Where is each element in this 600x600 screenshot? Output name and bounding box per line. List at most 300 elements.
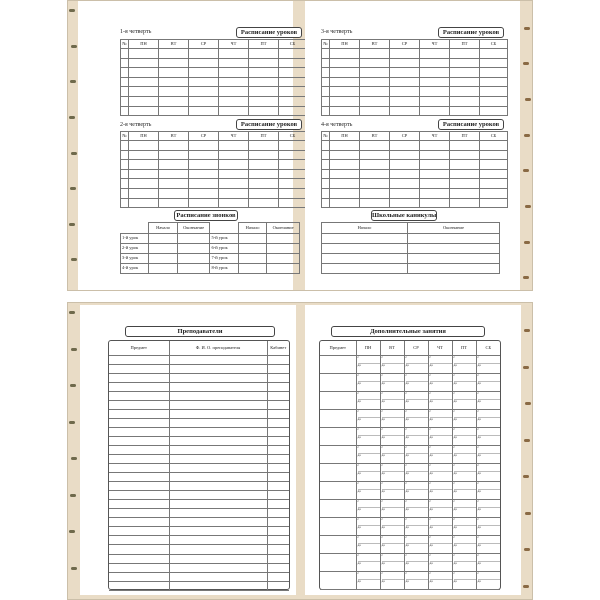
- schedule-cell[interactable]: [189, 198, 219, 208]
- activity-time-cell[interactable]: [404, 553, 428, 571]
- schedule-cell[interactable]: [390, 87, 420, 97]
- teacher-cell[interactable]: [109, 473, 169, 482]
- teacher-cell[interactable]: [267, 373, 289, 382]
- teacher-cell[interactable]: [169, 418, 267, 427]
- schedule-cell[interactable]: [480, 150, 508, 160]
- teacher-cell[interactable]: [267, 464, 289, 473]
- teacher-cell[interactable]: [109, 418, 169, 427]
- schedule-cell[interactable]: [330, 188, 360, 198]
- activity-time-cell[interactable]: [452, 355, 476, 373]
- activity-time-cell[interactable]: [356, 409, 380, 427]
- activity-subject-cell[interactable]: [320, 481, 356, 499]
- schedule-cell[interactable]: [219, 141, 249, 151]
- schedule-cell[interactable]: [121, 58, 129, 68]
- teacher-cell[interactable]: [109, 373, 169, 382]
- schedule-cell[interactable]: [279, 188, 307, 198]
- schedule-cell[interactable]: [121, 160, 129, 170]
- teacher-cell[interactable]: [109, 409, 169, 418]
- schedule-cell[interactable]: [390, 198, 420, 208]
- activity-time-cell[interactable]: [428, 535, 452, 553]
- schedule-cell[interactable]: [360, 68, 390, 78]
- schedule-cell[interactable]: [159, 188, 189, 198]
- schedule-cell[interactable]: [390, 68, 420, 78]
- schedule-cell[interactable]: [279, 169, 307, 179]
- bell-cell[interactable]: [149, 264, 177, 274]
- schedule-cell[interactable]: [450, 188, 480, 198]
- bell-cell[interactable]: [238, 244, 266, 254]
- holiday-cell[interactable]: [322, 254, 408, 264]
- schedule-cell[interactable]: [189, 96, 219, 106]
- schedule-cell[interactable]: [189, 150, 219, 160]
- schedule-cell[interactable]: [129, 106, 159, 116]
- activity-time-cell[interactable]: [452, 445, 476, 463]
- schedule-cell[interactable]: [322, 58, 330, 68]
- schedule-cell[interactable]: [322, 77, 330, 87]
- activity-time-cell[interactable]: [476, 409, 500, 427]
- schedule-cell[interactable]: [249, 77, 279, 87]
- schedule-cell[interactable]: [330, 58, 360, 68]
- teacher-cell[interactable]: [169, 427, 267, 436]
- activity-time-cell[interactable]: [452, 499, 476, 517]
- teacher-cell[interactable]: [169, 554, 267, 563]
- schedule-cell[interactable]: [219, 77, 249, 87]
- activity-subject-cell[interactable]: [320, 391, 356, 409]
- teacher-cell[interactable]: [267, 536, 289, 545]
- teacher-cell[interactable]: [169, 545, 267, 554]
- schedule-cell[interactable]: [390, 188, 420, 198]
- activity-time-cell[interactable]: [428, 409, 452, 427]
- activity-time-cell[interactable]: [428, 499, 452, 517]
- activity-time-cell[interactable]: [452, 373, 476, 391]
- schedule-cell[interactable]: [480, 198, 508, 208]
- activity-time-cell[interactable]: [380, 445, 404, 463]
- schedule-cell[interactable]: [480, 188, 508, 198]
- schedule-cell[interactable]: [420, 141, 450, 151]
- schedule-cell[interactable]: [322, 198, 330, 208]
- schedule-cell[interactable]: [189, 179, 219, 189]
- activity-time-cell[interactable]: [428, 355, 452, 373]
- teacher-cell[interactable]: [267, 491, 289, 500]
- bell-cell[interactable]: [267, 254, 300, 264]
- schedule-cell[interactable]: [249, 87, 279, 97]
- schedule-cell[interactable]: [450, 106, 480, 116]
- teacher-cell[interactable]: [169, 581, 267, 590]
- activity-time-cell[interactable]: [356, 553, 380, 571]
- schedule-cell[interactable]: [189, 141, 219, 151]
- schedule-cell[interactable]: [249, 169, 279, 179]
- schedule-cell[interactable]: [159, 68, 189, 78]
- schedule-cell[interactable]: [159, 58, 189, 68]
- schedule-cell[interactable]: [480, 58, 508, 68]
- schedule-cell[interactable]: [480, 106, 508, 116]
- schedule-cell[interactable]: [279, 160, 307, 170]
- schedule-cell[interactable]: [420, 87, 450, 97]
- activity-time-cell[interactable]: [404, 499, 428, 517]
- schedule-cell[interactable]: [360, 160, 390, 170]
- schedule-cell[interactable]: [121, 77, 129, 87]
- schedule-cell[interactable]: [189, 87, 219, 97]
- schedule-cell[interactable]: [249, 49, 279, 59]
- schedule-cell[interactable]: [159, 160, 189, 170]
- teacher-cell[interactable]: [169, 355, 267, 364]
- schedule-cell[interactable]: [159, 106, 189, 116]
- bell-cell[interactable]: [238, 234, 266, 244]
- schedule-cell[interactable]: [360, 49, 390, 59]
- bell-cell[interactable]: [149, 244, 177, 254]
- schedule-cell[interactable]: [390, 160, 420, 170]
- activity-time-cell[interactable]: [476, 517, 500, 535]
- teacher-cell[interactable]: [267, 418, 289, 427]
- activity-time-cell[interactable]: [404, 445, 428, 463]
- teacher-cell[interactable]: [109, 436, 169, 445]
- bell-cell[interactable]: [267, 244, 300, 254]
- schedule-cell[interactable]: [420, 68, 450, 78]
- teacher-cell[interactable]: [109, 581, 169, 590]
- teacher-cell[interactable]: [267, 581, 289, 590]
- schedule-cell[interactable]: [129, 96, 159, 106]
- schedule-cell[interactable]: [420, 198, 450, 208]
- schedule-cell[interactable]: [219, 87, 249, 97]
- schedule-cell[interactable]: [360, 188, 390, 198]
- schedule-cell[interactable]: [420, 106, 450, 116]
- schedule-cell[interactable]: [219, 188, 249, 198]
- teacher-cell[interactable]: [109, 518, 169, 527]
- schedule-cell[interactable]: [159, 169, 189, 179]
- schedule-cell[interactable]: [129, 188, 159, 198]
- schedule-cell[interactable]: [219, 58, 249, 68]
- schedule-cell[interactable]: [450, 150, 480, 160]
- schedule-cell[interactable]: [121, 198, 129, 208]
- schedule-cell[interactable]: [279, 179, 307, 189]
- schedule-cell[interactable]: [480, 160, 508, 170]
- holiday-cell[interactable]: [408, 254, 500, 264]
- activity-time-cell[interactable]: [356, 445, 380, 463]
- activity-subject-cell[interactable]: [320, 571, 356, 589]
- activity-subject-cell[interactable]: [320, 373, 356, 391]
- activity-time-cell[interactable]: [356, 355, 380, 373]
- schedule-cell[interactable]: [330, 150, 360, 160]
- schedule-cell[interactable]: [249, 141, 279, 151]
- activity-time-cell[interactable]: [380, 373, 404, 391]
- schedule-cell[interactable]: [159, 198, 189, 208]
- schedule-cell[interactable]: [330, 77, 360, 87]
- schedule-cell[interactable]: [322, 150, 330, 160]
- activity-time-cell[interactable]: [452, 517, 476, 535]
- schedule-cell[interactable]: [121, 106, 129, 116]
- schedule-cell[interactable]: [129, 141, 159, 151]
- teacher-cell[interactable]: [267, 355, 289, 364]
- teacher-cell[interactable]: [267, 445, 289, 454]
- schedule-cell[interactable]: [159, 179, 189, 189]
- schedule-cell[interactable]: [249, 198, 279, 208]
- schedule-cell[interactable]: [450, 96, 480, 106]
- schedule-cell[interactable]: [129, 179, 159, 189]
- schedule-cell[interactable]: [219, 198, 249, 208]
- activity-time-cell[interactable]: [404, 355, 428, 373]
- activity-time-cell[interactable]: [428, 481, 452, 499]
- activity-time-cell[interactable]: [428, 553, 452, 571]
- schedule-cell[interactable]: [390, 179, 420, 189]
- schedule-cell[interactable]: [450, 169, 480, 179]
- schedule-cell[interactable]: [420, 150, 450, 160]
- activity-time-cell[interactable]: [356, 499, 380, 517]
- teacher-cell[interactable]: [169, 445, 267, 454]
- activity-time-cell[interactable]: [356, 535, 380, 553]
- schedule-cell[interactable]: [420, 96, 450, 106]
- schedule-cell[interactable]: [420, 169, 450, 179]
- schedule-cell[interactable]: [159, 150, 189, 160]
- schedule-cell[interactable]: [129, 68, 159, 78]
- teacher-cell[interactable]: [109, 572, 169, 581]
- activity-time-cell[interactable]: [404, 517, 428, 535]
- activity-time-cell[interactable]: [380, 391, 404, 409]
- schedule-cell[interactable]: [279, 58, 307, 68]
- activity-subject-cell[interactable]: [320, 445, 356, 463]
- activity-subject-cell[interactable]: [320, 553, 356, 571]
- teacher-cell[interactable]: [267, 382, 289, 391]
- activity-subject-cell[interactable]: [320, 355, 356, 373]
- schedule-cell[interactable]: [322, 169, 330, 179]
- activity-time-cell[interactable]: [452, 481, 476, 499]
- activity-time-cell[interactable]: [404, 571, 428, 589]
- activity-subject-cell[interactable]: [320, 409, 356, 427]
- schedule-cell[interactable]: [480, 87, 508, 97]
- activity-time-cell[interactable]: [428, 427, 452, 445]
- schedule-cell[interactable]: [322, 188, 330, 198]
- schedule-cell[interactable]: [480, 169, 508, 179]
- teacher-cell[interactable]: [169, 509, 267, 518]
- activity-time-cell[interactable]: [476, 571, 500, 589]
- schedule-cell[interactable]: [450, 58, 480, 68]
- activity-time-cell[interactable]: [380, 553, 404, 571]
- activity-time-cell[interactable]: [380, 409, 404, 427]
- teacher-cell[interactable]: [267, 427, 289, 436]
- activity-time-cell[interactable]: [380, 499, 404, 517]
- schedule-cell[interactable]: [219, 68, 249, 78]
- teacher-cell[interactable]: [267, 482, 289, 491]
- schedule-cell[interactable]: [390, 49, 420, 59]
- schedule-cell[interactable]: [121, 68, 129, 78]
- schedule-cell[interactable]: [129, 169, 159, 179]
- teacher-cell[interactable]: [267, 400, 289, 409]
- schedule-cell[interactable]: [360, 77, 390, 87]
- activity-time-cell[interactable]: [380, 427, 404, 445]
- schedule-cell[interactable]: [189, 106, 219, 116]
- schedule-cell[interactable]: [121, 188, 129, 198]
- schedule-cell[interactable]: [159, 87, 189, 97]
- bell-cell[interactable]: [177, 264, 210, 274]
- schedule-cell[interactable]: [330, 198, 360, 208]
- teacher-cell[interactable]: [109, 482, 169, 491]
- holiday-cell[interactable]: [322, 244, 408, 254]
- schedule-cell[interactable]: [330, 49, 360, 59]
- schedule-cell[interactable]: [279, 198, 307, 208]
- teacher-cell[interactable]: [109, 464, 169, 473]
- schedule-cell[interactable]: [480, 141, 508, 151]
- schedule-cell[interactable]: [420, 49, 450, 59]
- schedule-cell[interactable]: [129, 160, 159, 170]
- activity-time-cell[interactable]: [452, 463, 476, 481]
- schedule-cell[interactable]: [420, 58, 450, 68]
- schedule-cell[interactable]: [450, 160, 480, 170]
- schedule-cell[interactable]: [279, 96, 307, 106]
- schedule-cell[interactable]: [219, 179, 249, 189]
- schedule-cell[interactable]: [480, 96, 508, 106]
- activity-time-cell[interactable]: [428, 373, 452, 391]
- activity-time-cell[interactable]: [404, 427, 428, 445]
- bell-cell[interactable]: [177, 244, 210, 254]
- teacher-cell[interactable]: [109, 545, 169, 554]
- holiday-cell[interactable]: [408, 244, 500, 254]
- teacher-cell[interactable]: [109, 427, 169, 436]
- activity-time-cell[interactable]: [356, 391, 380, 409]
- schedule-cell[interactable]: [189, 68, 219, 78]
- schedule-cell[interactable]: [121, 87, 129, 97]
- activity-time-cell[interactable]: [356, 571, 380, 589]
- schedule-cell[interactable]: [330, 179, 360, 189]
- bell-cell[interactable]: [267, 264, 300, 274]
- activity-time-cell[interactable]: [428, 391, 452, 409]
- schedule-cell[interactable]: [279, 141, 307, 151]
- activity-subject-cell[interactable]: [320, 427, 356, 445]
- schedule-cell[interactable]: [189, 160, 219, 170]
- schedule-cell[interactable]: [219, 160, 249, 170]
- teacher-cell[interactable]: [169, 491, 267, 500]
- schedule-cell[interactable]: [189, 58, 219, 68]
- schedule-cell[interactable]: [159, 96, 189, 106]
- activity-time-cell[interactable]: [452, 391, 476, 409]
- schedule-cell[interactable]: [322, 106, 330, 116]
- activity-time-cell[interactable]: [380, 571, 404, 589]
- schedule-cell[interactable]: [189, 169, 219, 179]
- schedule-cell[interactable]: [219, 169, 249, 179]
- schedule-cell[interactable]: [189, 188, 219, 198]
- schedule-cell[interactable]: [330, 169, 360, 179]
- schedule-cell[interactable]: [360, 169, 390, 179]
- activity-time-cell[interactable]: [452, 553, 476, 571]
- activity-time-cell[interactable]: [380, 535, 404, 553]
- activity-time-cell[interactable]: [404, 409, 428, 427]
- teacher-cell[interactable]: [169, 518, 267, 527]
- teacher-cell[interactable]: [267, 518, 289, 527]
- schedule-cell[interactable]: [480, 77, 508, 87]
- teacher-cell[interactable]: [267, 563, 289, 572]
- schedule-cell[interactable]: [360, 58, 390, 68]
- activity-subject-cell[interactable]: [320, 517, 356, 535]
- teacher-cell[interactable]: [267, 436, 289, 445]
- schedule-cell[interactable]: [330, 141, 360, 151]
- schedule-cell[interactable]: [360, 96, 390, 106]
- bell-cell[interactable]: [149, 234, 177, 244]
- schedule-cell[interactable]: [360, 198, 390, 208]
- schedule-cell[interactable]: [390, 150, 420, 160]
- teacher-cell[interactable]: [109, 527, 169, 536]
- activity-time-cell[interactable]: [380, 517, 404, 535]
- schedule-cell[interactable]: [450, 49, 480, 59]
- activity-time-cell[interactable]: [356, 373, 380, 391]
- activity-time-cell[interactable]: [404, 481, 428, 499]
- schedule-cell[interactable]: [121, 141, 129, 151]
- schedule-cell[interactable]: [279, 49, 307, 59]
- activity-time-cell[interactable]: [452, 535, 476, 553]
- schedule-cell[interactable]: [249, 150, 279, 160]
- schedule-cell[interactable]: [129, 150, 159, 160]
- schedule-cell[interactable]: [249, 188, 279, 198]
- activity-time-cell[interactable]: [356, 463, 380, 481]
- schedule-cell[interactable]: [322, 68, 330, 78]
- schedule-cell[interactable]: [390, 96, 420, 106]
- teacher-cell[interactable]: [169, 391, 267, 400]
- schedule-cell[interactable]: [279, 68, 307, 78]
- schedule-cell[interactable]: [360, 179, 390, 189]
- teacher-cell[interactable]: [267, 527, 289, 536]
- schedule-cell[interactable]: [390, 58, 420, 68]
- schedule-cell[interactable]: [390, 141, 420, 151]
- activity-subject-cell[interactable]: [320, 499, 356, 517]
- schedule-cell[interactable]: [360, 106, 390, 116]
- schedule-cell[interactable]: [249, 68, 279, 78]
- teacher-cell[interactable]: [109, 500, 169, 509]
- schedule-cell[interactable]: [219, 106, 249, 116]
- activity-subject-cell[interactable]: [320, 535, 356, 553]
- activity-time-cell[interactable]: [380, 355, 404, 373]
- schedule-cell[interactable]: [121, 96, 129, 106]
- activity-time-cell[interactable]: [476, 499, 500, 517]
- bell-cell[interactable]: [238, 264, 266, 274]
- activity-time-cell[interactable]: [428, 571, 452, 589]
- schedule-cell[interactable]: [420, 160, 450, 170]
- bell-cell[interactable]: [267, 234, 300, 244]
- holiday-cell[interactable]: [322, 264, 408, 274]
- teacher-cell[interactable]: [267, 500, 289, 509]
- activity-time-cell[interactable]: [476, 553, 500, 571]
- schedule-cell[interactable]: [189, 49, 219, 59]
- holiday-cell[interactable]: [408, 234, 500, 244]
- activity-time-cell[interactable]: [356, 427, 380, 445]
- schedule-cell[interactable]: [121, 49, 129, 59]
- schedule-cell[interactable]: [249, 160, 279, 170]
- teacher-cell[interactable]: [267, 455, 289, 464]
- activity-time-cell[interactable]: [476, 355, 500, 373]
- schedule-cell[interactable]: [129, 77, 159, 87]
- schedule-cell[interactable]: [322, 49, 330, 59]
- teacher-cell[interactable]: [109, 445, 169, 454]
- teacher-cell[interactable]: [109, 355, 169, 364]
- teacher-cell[interactable]: [267, 473, 289, 482]
- schedule-cell[interactable]: [330, 68, 360, 78]
- activity-time-cell[interactable]: [476, 445, 500, 463]
- teacher-cell[interactable]: [267, 554, 289, 563]
- teacher-cell[interactable]: [169, 373, 267, 382]
- schedule-cell[interactable]: [420, 77, 450, 87]
- schedule-cell[interactable]: [129, 198, 159, 208]
- activity-time-cell[interactable]: [428, 445, 452, 463]
- schedule-cell[interactable]: [322, 141, 330, 151]
- schedule-cell[interactable]: [390, 106, 420, 116]
- schedule-cell[interactable]: [159, 77, 189, 87]
- schedule-cell[interactable]: [121, 169, 129, 179]
- teacher-cell[interactable]: [267, 391, 289, 400]
- teacher-cell[interactable]: [169, 382, 267, 391]
- teacher-cell[interactable]: [169, 409, 267, 418]
- schedule-cell[interactable]: [360, 87, 390, 97]
- teacher-cell[interactable]: [109, 364, 169, 373]
- teacher-cell[interactable]: [109, 400, 169, 409]
- schedule-cell[interactable]: [279, 87, 307, 97]
- teacher-cell[interactable]: [109, 536, 169, 545]
- schedule-cell[interactable]: [159, 141, 189, 151]
- schedule-cell[interactable]: [480, 179, 508, 189]
